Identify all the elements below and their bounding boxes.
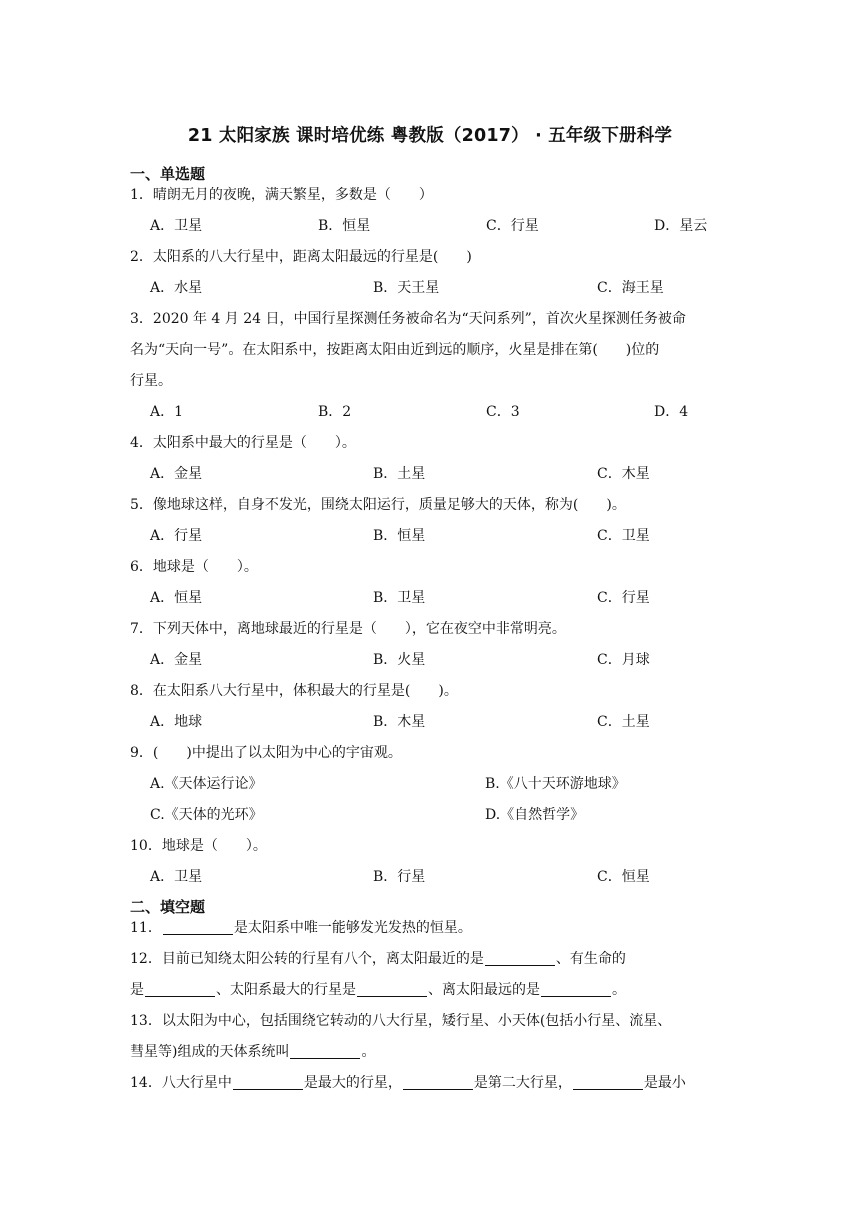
- question-5-options: [150, 521, 750, 552]
- question-10-options: [150, 862, 750, 893]
- text-segment: 是太阳系中唯一能够发光发热的恒星。: [233, 920, 472, 936]
- page-title: 21 太阳家族 课时培优练 粤教版（2017） · 五年级下册科学: [187, 126, 673, 146]
- question-2: [130, 242, 730, 273]
- question-text: 10．地球是（ ）。: [130, 838, 267, 854]
- option-a[interactable]: A．卫星: [150, 869, 203, 885]
- option-c[interactable]: C．木星: [597, 466, 650, 482]
- text-segment: 、太阳系最大的行星是: [216, 982, 356, 998]
- question-11: [130, 913, 730, 944]
- question-text: [130, 913, 730, 944]
- question-1: [130, 180, 730, 211]
- question-text-line-1: [130, 1006, 730, 1037]
- question-2-options: [150, 273, 750, 304]
- answer-blank[interactable]: [485, 951, 555, 966]
- option-c[interactable]: C．恒星: [597, 869, 650, 885]
- question-9-options-row-1: [150, 769, 750, 800]
- question-text-line-2: 名为“天向一号”。在太阳系中，按距离太阳由近到远的顺序，火星是排在第( )位的: [130, 342, 660, 358]
- text-segment: 13．以太阳为中心，包括围绕它转动的八大行星，矮行星、小天体(包括小行星、流星、: [130, 1013, 672, 1029]
- question-6-options: [150, 583, 750, 614]
- option-c[interactable]: C．卫星: [597, 528, 650, 544]
- question-text: [130, 1068, 730, 1099]
- option-b[interactable]: B．木星: [373, 714, 426, 730]
- option-c[interactable]: C．行星: [486, 218, 539, 234]
- option-c[interactable]: C．行星: [597, 590, 650, 606]
- option-b[interactable]: B．天王星: [373, 280, 440, 296]
- question-9: [130, 738, 730, 769]
- option-d[interactable]: D.《自然哲学》: [485, 807, 585, 823]
- text-segment: 12．目前已知绕太阳公转的行星有八个，离太阳最近的是: [130, 951, 484, 967]
- question-text: 4．太阳系中最大的行星是（ ）。: [130, 435, 356, 451]
- question-text-line-1: [130, 944, 730, 975]
- question-text: 2．太阳系的八大行星中，距离太阳最远的行星是( ): [130, 249, 472, 265]
- question-7-options: [150, 645, 750, 676]
- answer-blank[interactable]: [233, 1075, 303, 1090]
- option-a[interactable]: A．行星: [150, 528, 203, 544]
- text-segment: 是最大的行星，: [303, 1075, 402, 1091]
- option-a[interactable]: A．恒星: [150, 590, 203, 606]
- answer-blank[interactable]: [403, 1075, 473, 1090]
- question-5: [130, 490, 730, 521]
- text-segment: 是第二大行星，: [473, 1075, 572, 1091]
- question-7: [130, 614, 730, 645]
- option-c[interactable]: C．月球: [597, 652, 650, 668]
- question-8-options: [150, 707, 750, 738]
- question-text: 8．在太阳系八大行星中，体积最大的行星是( )。: [130, 683, 458, 699]
- option-b[interactable]: B．恒星: [318, 218, 371, 234]
- option-a[interactable]: A．金星: [150, 466, 203, 482]
- question-text: 1．晴朗无月的夜晚，满天繁星，多数是（ ）: [130, 187, 433, 203]
- option-c[interactable]: C．土星: [597, 714, 650, 730]
- option-b[interactable]: B．火星: [373, 652, 426, 668]
- answer-blank[interactable]: [290, 1044, 360, 1059]
- answer-blank[interactable]: [163, 920, 233, 935]
- question-1-options: [150, 211, 750, 242]
- option-d[interactable]: D．4: [654, 404, 689, 420]
- option-b[interactable]: B．2: [318, 404, 352, 420]
- option-a[interactable]: A．金星: [150, 652, 203, 668]
- text-segment: 14．八大行星中: [130, 1075, 232, 1091]
- option-b[interactable]: B．恒星: [373, 528, 426, 544]
- question-6: [130, 552, 730, 583]
- question-text: 5．像地球这样，自身不发光，围绕太阳运行，质量足够大的天体，称为( )。: [130, 497, 626, 513]
- option-b[interactable]: B．行星: [373, 869, 426, 885]
- text-segment: 。: [612, 982, 626, 998]
- text-segment: 彗星等)组成的天体系统叫: [130, 1044, 290, 1060]
- text-segment: 是最小: [643, 1075, 686, 1091]
- text-segment: 。: [361, 1044, 376, 1060]
- text-segment: 、有生命的: [555, 951, 626, 967]
- question-4-options: [150, 459, 750, 490]
- question-text: 9．( )中提出了以太阳为中心的宇宙观。: [130, 745, 402, 761]
- option-a[interactable]: A.《天体运行论》: [150, 776, 263, 792]
- question-8: [130, 676, 730, 707]
- answer-blank[interactable]: [357, 982, 427, 997]
- option-a[interactable]: A．地球: [150, 714, 203, 730]
- option-b[interactable]: B．卫星: [373, 590, 426, 606]
- question-9-options-row-2: [150, 800, 750, 831]
- text-segment: 11．: [130, 920, 162, 936]
- question-text-line-2: [130, 1037, 730, 1068]
- section-heading-fill: 二、填空题: [130, 898, 206, 916]
- answer-blank[interactable]: [573, 1075, 643, 1090]
- question-10: [130, 831, 730, 862]
- text-segment: 是: [130, 982, 144, 998]
- text-segment: 、离太阳最远的是: [428, 982, 540, 998]
- question-text: 7．下列天体中，离地球最近的行星是（ ），它在夜空中非常明亮。: [130, 621, 566, 637]
- option-b[interactable]: B．土星: [373, 466, 426, 482]
- option-a[interactable]: A．水星: [150, 280, 203, 296]
- question-12: [130, 944, 730, 1006]
- option-c[interactable]: C．3: [486, 404, 520, 420]
- option-a[interactable]: A．1: [150, 404, 184, 420]
- question-13: [130, 1006, 730, 1068]
- question-text-line-2: [130, 975, 730, 1006]
- question-text-line-3: 行星。: [130, 373, 172, 389]
- option-c[interactable]: C.《天体的光环》: [150, 807, 263, 823]
- question-4: [130, 428, 730, 459]
- question-3-options: [150, 397, 750, 428]
- question-3: [130, 304, 730, 397]
- answer-blank[interactable]: [145, 982, 215, 997]
- option-a[interactable]: A．卫星: [150, 218, 203, 234]
- question-text: 6．地球是（ ）。: [130, 559, 258, 575]
- option-c[interactable]: C．海王星: [597, 280, 664, 296]
- answer-blank[interactable]: [541, 982, 611, 997]
- question-14: [130, 1068, 730, 1099]
- section-heading-choice: 一、单选题: [130, 165, 206, 183]
- question-text-line-1: 3．2020 年 4 月 24 日，中国行星探测任务被命名为“天问系列”，首次火星探测任务被命: [130, 311, 686, 327]
- option-b[interactable]: B.《八十天环游地球》: [485, 776, 626, 792]
- option-d[interactable]: D．星云: [654, 218, 708, 234]
